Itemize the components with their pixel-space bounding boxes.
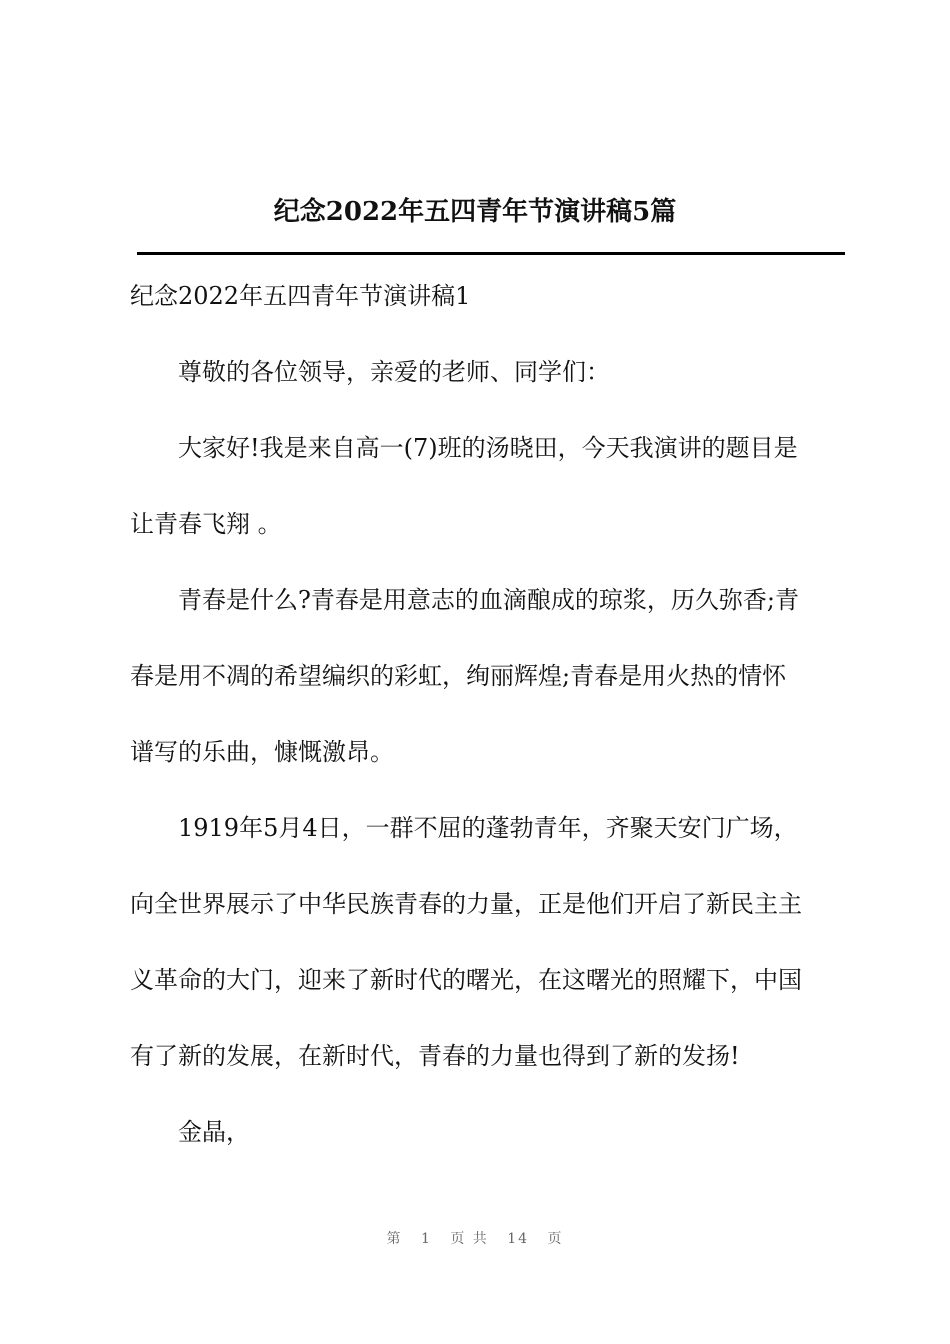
paragraph-line: 义革命的大门，迎来了新时代的曙光，在这曙光的照耀下，中国: [130, 966, 802, 994]
paragraph-history: [130, 808, 842, 1076]
paragraph-greeting: [130, 428, 842, 544]
footer-prefix: 第: [386, 1231, 403, 1247]
paragraph-line: 1919年5月4日，一群不屈的蓬勃青年，齐聚天安门广场，: [178, 814, 798, 842]
paragraph-line: 有了新的发展，在新时代，青春的力量也得到了新的发扬!: [130, 1042, 740, 1070]
footer-suffix: 页: [547, 1231, 564, 1247]
paragraph-line: 青春是什么?青春是用意志的血滴酿成的琼浆，历久弥香;青: [178, 586, 799, 614]
footer-total-pages: 14: [507, 1231, 530, 1247]
paragraph-line: 尊敬的各位领导，亲爱的老师、同学们：: [178, 358, 610, 386]
document-body: [130, 276, 842, 1188]
paragraph-line: 谱写的乐曲，慷慨激昂。: [130, 738, 394, 766]
footer-current-page: 1: [420, 1231, 432, 1247]
paragraph-youth: [130, 580, 842, 772]
section-heading: 纪念2022年五四青年节演讲稿1: [130, 282, 471, 310]
page-footer: [0, 1228, 950, 1248]
document-title: 纪念2022年五四青年节演讲稿5篇: [273, 197, 677, 227]
paragraph-closing: [130, 1112, 842, 1152]
footer-middle: 页 共: [450, 1231, 489, 1247]
paragraph-salutation: [130, 352, 842, 392]
paragraph-line: 金晶，: [178, 1118, 250, 1146]
paragraph-line: 春是用不凋的希望编织的彩虹，绚丽辉煌;青春是用火热的情怀: [130, 662, 787, 690]
title-divider: [137, 252, 845, 255]
paragraph-line: 向全世界展示了中华民族青春的力量，正是他们开启了新民主主: [130, 890, 802, 918]
paragraph-line: 让青春飞翔 。: [130, 510, 282, 538]
paragraph-line: 大家好!我是来自高一(7)班的汤晓田，今天我演讲的题目是: [178, 434, 798, 462]
